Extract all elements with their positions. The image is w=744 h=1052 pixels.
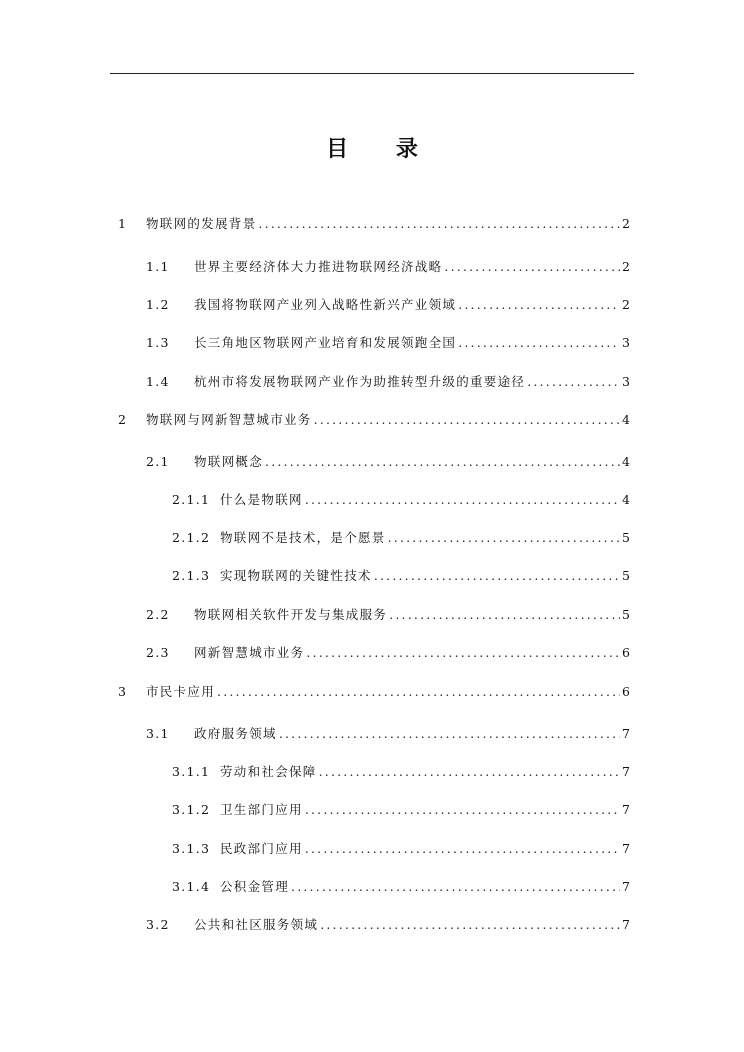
toc-title: 物联网概念 bbox=[194, 454, 264, 469]
dot-leader bbox=[217, 684, 620, 699]
toc-number: 1.4 bbox=[146, 374, 170, 389]
dot-leader bbox=[291, 879, 620, 894]
toc-page-number: 2 bbox=[622, 297, 630, 312]
toc-number: 1.2 bbox=[146, 297, 170, 312]
toc-number: 2.1.2 bbox=[172, 530, 211, 545]
toc-entry[interactable] bbox=[146, 724, 630, 744]
toc-number: 3.1.4 bbox=[172, 879, 211, 894]
toc-entry[interactable] bbox=[172, 800, 630, 820]
toc-entry[interactable] bbox=[172, 762, 630, 782]
toc-page-number: 6 bbox=[622, 645, 630, 660]
toc-page-number: 5 bbox=[622, 568, 630, 583]
toc-entry[interactable] bbox=[118, 410, 630, 430]
dot-leader bbox=[458, 297, 620, 312]
toc-entry[interactable] bbox=[146, 333, 630, 353]
dot-leader bbox=[458, 335, 620, 350]
toc-title: 杭州市将发展物联网产业作为助推转型升级的重要途径 bbox=[194, 374, 526, 389]
toc-number: 1.3 bbox=[146, 335, 170, 350]
toc-entry[interactable] bbox=[146, 643, 630, 663]
toc-page-number: 4 bbox=[622, 454, 630, 469]
toc-page-number: 2 bbox=[622, 216, 630, 231]
toc-title: 物联网相关软件开发与集成服务 bbox=[194, 607, 388, 622]
toc-entry[interactable] bbox=[172, 877, 630, 897]
dot-leader bbox=[305, 492, 620, 507]
dot-leader bbox=[314, 412, 620, 427]
toc-number: 2.1.1 bbox=[172, 492, 211, 507]
toc-page-number: 4 bbox=[622, 412, 630, 427]
toc-number: 2.1 bbox=[146, 454, 170, 469]
toc-number: 1 bbox=[118, 216, 128, 231]
dot-leader bbox=[527, 374, 620, 389]
toc-entry[interactable] bbox=[172, 528, 630, 548]
toc-page-number: 2 bbox=[622, 259, 630, 274]
toc-number: 3.1.3 bbox=[172, 841, 211, 856]
toc-number: 3.1 bbox=[146, 726, 170, 741]
toc-page-number: 7 bbox=[622, 802, 630, 817]
toc-title: 劳动和社会保障 bbox=[220, 764, 317, 779]
toc-entry[interactable] bbox=[146, 257, 630, 277]
toc-entry[interactable] bbox=[146, 295, 630, 315]
toc-number: 1.1 bbox=[146, 259, 170, 274]
toc-page-number: 5 bbox=[622, 607, 630, 622]
toc-title: 物联网不是技术，是个愿景 bbox=[220, 530, 386, 545]
toc-entry[interactable] bbox=[118, 682, 630, 702]
dot-leader bbox=[388, 530, 620, 545]
toc-page-number: 7 bbox=[622, 726, 630, 741]
dot-leader bbox=[265, 454, 620, 469]
dot-leader bbox=[305, 841, 620, 856]
dot-leader bbox=[444, 259, 620, 274]
toc-title: 卫生部门应用 bbox=[220, 802, 303, 817]
toc-number: 2.2 bbox=[146, 607, 170, 622]
toc-page-number: 3 bbox=[622, 335, 630, 350]
toc-page-number: 7 bbox=[622, 841, 630, 856]
toc-entry[interactable] bbox=[172, 490, 630, 510]
dot-leader bbox=[305, 802, 620, 817]
toc-entry[interactable] bbox=[146, 915, 630, 935]
toc-title: 公积金管理 bbox=[220, 879, 290, 894]
toc-number: 3.1.1 bbox=[172, 764, 211, 779]
toc-title: 什么是物联网 bbox=[220, 492, 303, 507]
dot-leader bbox=[258, 216, 620, 231]
toc-number: 3.2 bbox=[146, 917, 170, 932]
dot-leader bbox=[374, 568, 620, 583]
toc-title: 民政部门应用 bbox=[220, 841, 303, 856]
toc-title: 实现物联网的关键性技术 bbox=[220, 568, 372, 583]
toc-page-number: 7 bbox=[622, 879, 630, 894]
dot-leader bbox=[389, 607, 620, 622]
toc-number: 2.3 bbox=[146, 645, 170, 660]
toc-page-number: 6 bbox=[622, 684, 630, 699]
toc-page-number: 7 bbox=[622, 764, 630, 779]
toc-entry[interactable] bbox=[118, 214, 630, 234]
toc-title: 网新智慧城市业务 bbox=[194, 645, 305, 660]
toc-page-number: 3 bbox=[622, 374, 630, 389]
toc-title: 长三角地区物联网产业培育和发展领跑全国 bbox=[194, 335, 457, 350]
dot-leader bbox=[306, 645, 620, 660]
toc-title: 物联网与网新智慧城市业务 bbox=[146, 412, 312, 427]
toc-page-number: 4 bbox=[622, 492, 630, 507]
dot-leader bbox=[319, 764, 620, 779]
toc-title: 我国将物联网产业列入战略性新兴产业领域 bbox=[194, 297, 457, 312]
dot-leader bbox=[279, 726, 620, 741]
toc-number: 2.1.3 bbox=[172, 568, 211, 583]
toc-number: 3.1.2 bbox=[172, 802, 211, 817]
toc-title: 公共和社区服务领域 bbox=[194, 917, 319, 932]
toc-title: 世界主要经济体大力推进物联网经济战略 bbox=[194, 259, 443, 274]
dot-leader bbox=[320, 917, 620, 932]
toc-number: 2 bbox=[118, 412, 128, 427]
toc-entry[interactable] bbox=[146, 605, 630, 625]
toc-number: 3 bbox=[118, 684, 128, 699]
toc-entry[interactable] bbox=[172, 839, 630, 859]
page-title: 目 录 bbox=[326, 137, 438, 162]
toc-title: 政府服务领域 bbox=[194, 726, 277, 741]
toc-page-number: 5 bbox=[622, 530, 630, 545]
toc-entry[interactable] bbox=[146, 372, 630, 392]
toc-title: 市民卡应用 bbox=[146, 684, 216, 699]
toc-entry[interactable] bbox=[172, 566, 630, 586]
toc-page-number: 7 bbox=[622, 917, 630, 932]
toc-title: 物联网的发展背景 bbox=[146, 216, 257, 231]
toc-entry[interactable] bbox=[146, 452, 630, 472]
